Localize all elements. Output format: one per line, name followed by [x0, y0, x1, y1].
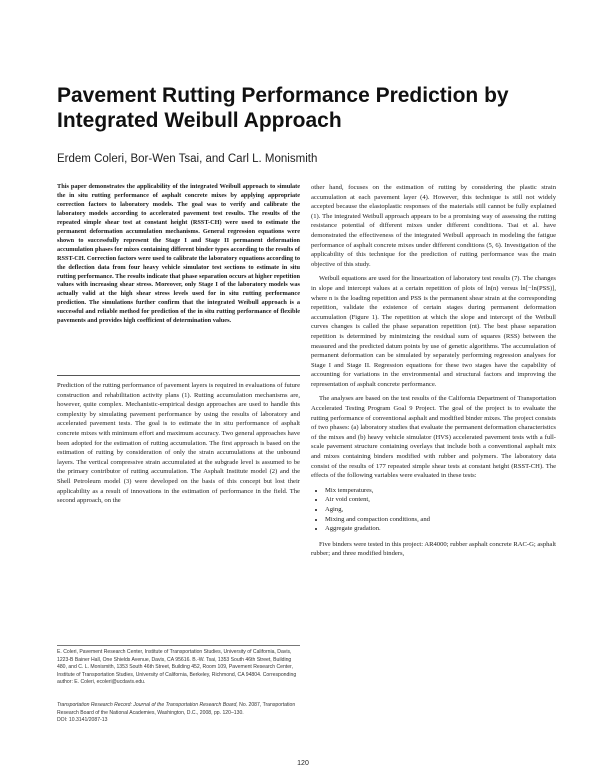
- page-number: 120: [297, 760, 309, 767]
- list-item: • Mixing and compaction conditions, and: [325, 515, 556, 525]
- doi: DOI: 10.3141/2087-13: [57, 717, 108, 723]
- body-paragraph: other hand, focuses on the estimation of rutting by considering the plastic strain accumulation at each pavement layer (4). However, this technique is still not widely accepted because the elastoplastic responses of the materials still cannot be fully explained (1). The integrated Weibull approach appears to be a promising way of assessing the rutting resistance potential of different mixes under different conditions. Tsai et al. have demonstrated the effectiveness of the integrated Weibull approach in modeling the fatigue performance of asphalt concrete mixes under different conditions (5, 6). Investigation of the applicability of this technique for the prediction of rutting performance was the main objective of this study.: [311, 184, 556, 268]
- journal-name: Transportation Research Record: Journal of the Transportation Research Board,: [57, 702, 238, 708]
- journal-issue: No. 2087, Transportation Research Board of the National Academies, Washington, D.C., 2008, pp. 120–130.: [57, 702, 296, 716]
- body-paragraph: The analyses are based on the test results of the California Department of Transportation Accelerated Testing Program Goal 9 Project. The goal of the project is to evaluate the rutting performance of conventional asphalt and modified binder mixes. The project consists of two phases: (a) laboratory studies that evaluate the permanent deformation characteristics of the mixes and (b) heavy vehicle simulator (HVS) accelerated pavement tests with a full-scale pavement structure containing overlays that include both a conventional asphalt mix and mixes containing binders modified with rubber and polymers. The laboratory data consist of the results of 177 repeated simple shear tests at constant height (RSST-CH). The effects of the following variables were evaluated in these tests:: [311, 395, 556, 480]
- introduction-text: [57, 381, 300, 506]
- author-list: Erdem Coleri, Bor-Wen Tsai, and Carl L. Monismith: [57, 153, 318, 165]
- list-item: • Aging,: [325, 505, 556, 515]
- list-item: • Aggregate gradation.: [325, 524, 556, 534]
- journal-citation: [57, 702, 300, 725]
- abstract: This paper demonstrates the applicability of the integrated Weibull approach to simulate the in situ rutting performance of asphalt concrete mixes by applying appropriate correction factors to laboratory models. The goal was to verify and calibrate the laboratory models according to accelerated pavement test results. The results of the repeated simple shear test at constant height (RSST-CH) were used to estimate the permanent deformation accumulation mechanisms. General regression equations were shown to successfully represent the Stage I and Stage II permanent deformation accumulation phases for mixes containing different binder types according to the results of RSST-CH. Correction factors were used to calibrate the laboratory equations according to the deflection data from four heavy vehicle simulator test sections to estimate in situ rutting performance. The results indicate that phase separation occurs at higher repetition values with increasing shear stress. Moreover, only Stage I of the laboratory models was actually valid at the high shear stress levels used for in situ rutting performance prediction. The simulations further confirm that the integrated Weibull approach is a successful and reliable method for prediction of the in situ rutting performance of flexible pavements and provides high coefficient of determination values.: [57, 183, 301, 325]
- right-column: [311, 183, 556, 564]
- list-item: • Mix temperatures,: [325, 486, 556, 496]
- abstract-divider: [57, 375, 300, 376]
- intro-paragraph: Prediction of the rutting performance of pavement layers is required in evaluations of future construction and rehabilitation activity plans (1). Rutting accumulation mechanisms are, however, quite complex. Mechanistic-empirical design approaches are used to handle this complexity by simulating pavement performance by using the results of laboratory and accelerated pavement tests. The goal is to estimate the in situ performance of asphalt concrete mixes with minimum effort and maximum accuracy. Two general approaches have been adopted for the estimation of rutting accumulation. The first approach is based on the estimation of rutting by consideration of only the strain accumulations at the unbound layers. The vertical compressive strain accumulated at the subgrade level is assumed to be the primary contributor of rutting accumulation. The Asphalt Institute model (2) and the Shell Petroleum model (3) were developed on the basis of this concept but lost their applicability as a result of innovations in the estimation of performance in the field. The second approach, on the: [57, 382, 300, 505]
- list-item: • Air void content,: [325, 495, 556, 505]
- body-paragraph: Five binders were tested in this project: AR4000; rubber asphalt concrete RAC-G; asphalt rubber; and three modified binders,: [311, 540, 556, 558]
- body-paragraph: Weibull equations are used for the linearization of laboratory test results (7). The changes in slope and intercept values at a certain repetition of plots of ln(n) versus ln[−ln(PSS)], where n is the loading repetition and PSS is the permanent shear strain at the corresponding repetition, validate the existence of certain stages during permanent deformation accumulation (Figure 1). The repetition at which the slope and intercept of the Weibull curves changes is called the phase separation repetition (nt). The best phase separation repetition is determined by minimizing the residual sum of squares (RSS) between the measured and the predicted datum points by use of genetic algorithms. The accumulation of permanent deformation can be simulated by separately performing regression analyses for Stage I and Stage II. Regression equations for these two stages have the capability of accounting for variations in the environmental and structural factors and improving the representation of asphalt concrete performance.: [311, 275, 556, 388]
- author-affiliations: E. Coleri, Pavement Research Center, Institute of Transportation Studies, University of California, Davis, 1223-B Bainer Hall, One Shields Avenue, Davis, CA 95616. B.-W. Tsai, 1353 South 46th Street, Building 480, and C. L. Monismith, 1353 South 46th Street, Building 452, Room 109, Pavement Research Center, Institute of Transportation Studies, University of California, Berkeley, Richmond, CA 94804. Corresponding author: E. Coleri, ecoleri@ucdavis.edu.: [57, 649, 297, 685]
- variable-list: [311, 486, 556, 534]
- paper-title: Pavement Rutting Performance Prediction by Integrated Weibull Approach: [57, 84, 509, 132]
- footnote-divider: [57, 645, 300, 646]
